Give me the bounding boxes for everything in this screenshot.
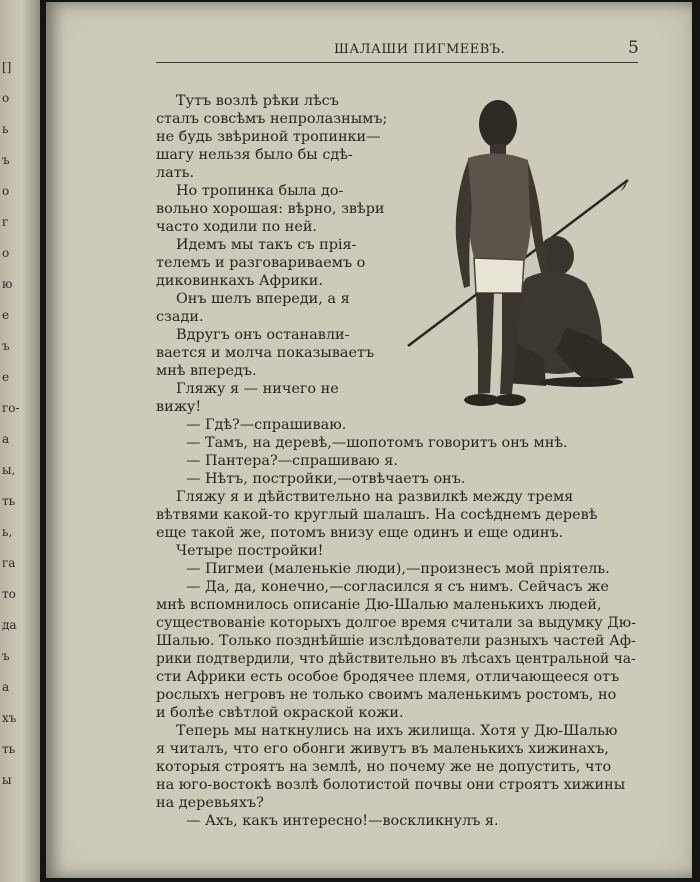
left-page-fragment: ъ: [2, 339, 10, 353]
text-line: рики подтвердили, что дѣйствительно въ лѣсахъ центральной ча-: [156, 651, 636, 667]
text-line: — Да, да, конечно,—согласился я съ нимъ. Сейчасъ же: [186, 579, 609, 595]
text-line: Гляжу я и дѣйствительно на развилкѣ между тремя: [176, 489, 574, 505]
left-page-fragment: да: [2, 618, 17, 632]
left-page-fragment: г: [2, 215, 9, 229]
text-line: часто ходили по ней.: [156, 219, 317, 235]
text-line: Идемъ мы такъ съ прія-: [176, 237, 357, 253]
text-line: сталъ совсѣмъ непролазнымъ;: [156, 111, 388, 127]
left-page-fragment: о: [2, 246, 10, 260]
text-line: вольно хорошая: вѣрно, звѣри: [156, 201, 385, 217]
left-page-fragment: то: [2, 587, 16, 601]
left-page-fragment: о: [2, 184, 10, 198]
text-line: — Тамъ, на деревѣ,—шопотомъ говоритъ онъ мнѣ.: [186, 435, 568, 451]
running-title: ШАЛАШИ ПИГМЕЕВЪ.: [334, 42, 506, 57]
text-line: Но тропинка была до-: [176, 183, 344, 199]
left-page-fragment: ы: [2, 773, 12, 787]
left-page-fragment: ь,: [2, 525, 13, 539]
left-page-fragment: ю: [2, 277, 13, 291]
page-text: [46, 2, 692, 878]
left-page-edge: [0, 0, 40, 882]
left-page-fragment: ы,: [2, 463, 16, 477]
text-line: Вдругъ онъ останавли-: [176, 327, 350, 343]
text-line: — Гдѣ?—спрашиваю.: [186, 417, 347, 433]
left-page-fragment: е: [2, 370, 10, 384]
left-page-fragment: хъ: [2, 711, 17, 725]
text-line: существованіе которыхъ долгое время считали за выдумку Дю-: [156, 615, 636, 631]
text-line: Онъ шелъ впереди, а я: [176, 291, 350, 307]
text-line: не будь звѣриной тропинки—: [156, 129, 381, 145]
text-line: Четыре постройки!: [176, 543, 324, 559]
left-page-fragment: е: [2, 308, 10, 322]
text-line: мнѣ вспомнилось описаніе Дю-Шалью маленькихъ людей,: [156, 597, 602, 613]
left-page-fragment: га: [2, 556, 16, 570]
left-page-fragment: ъ: [2, 649, 10, 663]
text-line: вижу!: [156, 399, 202, 415]
text-line: вается и молча показываетъ: [156, 345, 375, 361]
text-line: шагу нельзя было бы сдѣ-: [156, 147, 353, 163]
left-page-fragment: []: [2, 60, 12, 74]
left-page-fragment: ь: [2, 122, 9, 136]
text-line: которыя строятъ на землѣ, но почему же не допустить, что: [156, 759, 612, 775]
text-line: вѣтвями какой-то круглый шалашъ. На сосѣднемъ деревѣ: [156, 507, 598, 523]
text-line: — Пигмеи (маленькіе люди),—произнесъ мой пріятель.: [186, 561, 610, 577]
text-line: сти Африки есть особое бродячее племя, отличающееся отъ: [156, 669, 620, 685]
text-line: сзади.: [156, 309, 204, 325]
text-line: — Нѣтъ, постройки,—отвѣчаетъ онъ.: [186, 471, 466, 487]
page-number: 5: [628, 38, 639, 58]
text-line: лать.: [156, 165, 195, 181]
text-line: — Пантера?—спрашиваю я.: [186, 453, 398, 469]
text-line: и болѣе свѣтлой окраской кожи.: [156, 705, 404, 721]
text-line: еще такой же, потомъ внизу еще одинъ и еще одинъ.: [156, 525, 564, 541]
text-line: Теперь мы наткнулись на ихъ жилища. Хотя у Дю-Шалью: [176, 723, 618, 739]
text-line: на деревьяхъ?: [156, 795, 264, 811]
text-line: мнѣ впередъ.: [156, 363, 257, 379]
left-page-fragment: а: [2, 432, 10, 446]
text-line: — Ахъ, какъ интересно!—воскликнулъ я.: [186, 813, 499, 829]
text-line: телемъ и разговариваемъ о: [156, 255, 366, 271]
text-line: я читалъ, что его обонги живутъ въ маленькихъ хижинахъ,: [156, 741, 609, 757]
text-line: Шалью. Только позднѣйшіе изслѣдователи разныхъ частей Аф-: [156, 633, 636, 649]
left-page-fragment: ть: [2, 494, 16, 508]
left-page-fragment: a: [2, 680, 10, 694]
text-line: Гляжу я — ничего не: [176, 381, 339, 397]
left-page-fragment: ъ: [2, 153, 10, 167]
book-page: [46, 2, 692, 878]
text-line: диковинкахъ Африки.: [156, 273, 323, 289]
left-page-fragment: ть: [2, 742, 16, 756]
text-line: Тутъ возлѣ рѣки лѣсъ: [176, 93, 339, 109]
left-page-fragment: го-: [2, 401, 20, 415]
text-line: рослыхъ негровъ не только своимъ маленькимъ ростомъ, но: [156, 687, 617, 703]
text-line: на юго-востокѣ возлѣ болотистой почвы они строятъ хижины: [156, 777, 626, 793]
left-page-fragment: o: [2, 91, 10, 105]
